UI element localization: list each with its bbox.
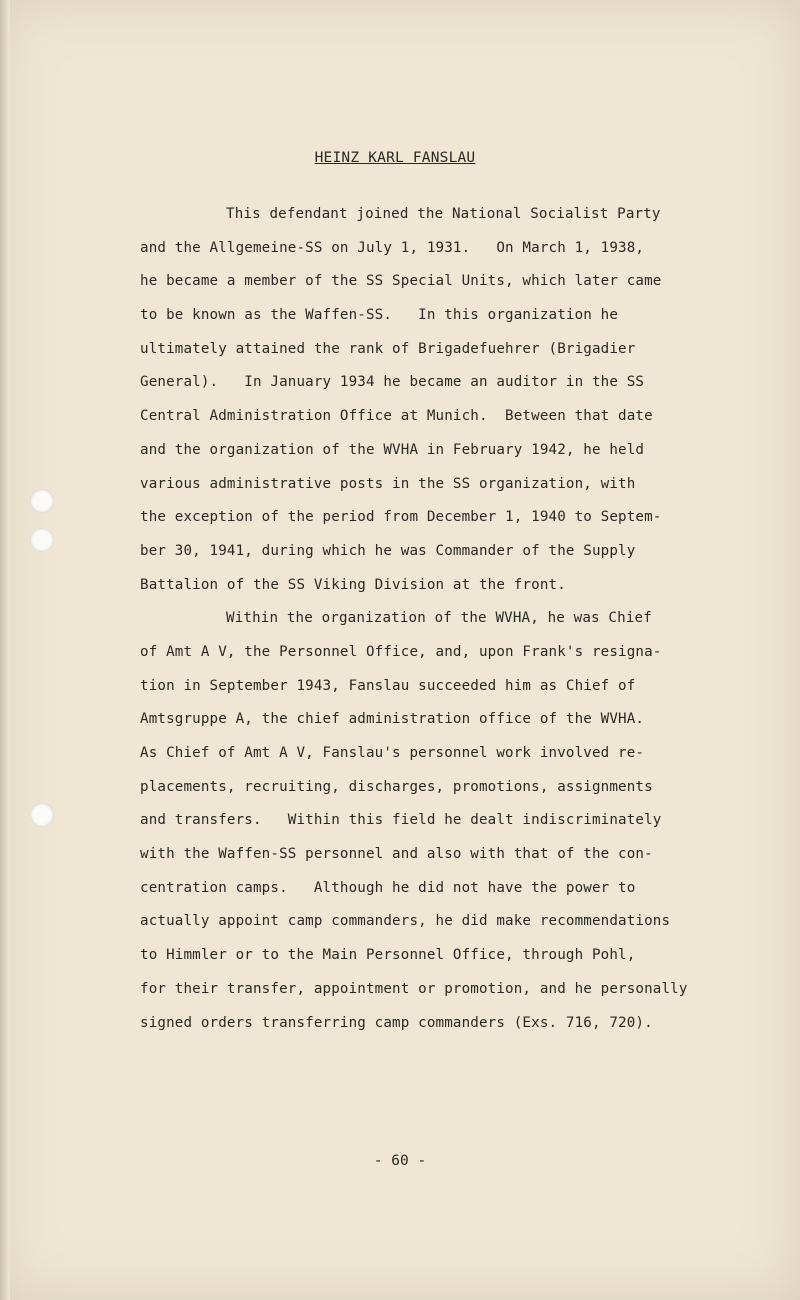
text-line: of Amt A V, the Personnel Office, and, upon Frank's resigna-	[140, 643, 662, 660]
text-line: with the Waffen-SS personnel and also with that of the con-	[140, 846, 653, 863]
document-title: HEINZ KARL FANSLAU	[314, 150, 476, 166]
page-number: - 60 -	[373, 1153, 427, 1169]
text-line: ultimately attained the rank of Brigadefuehrer (Brigadier	[140, 340, 636, 357]
text-line: to Himmler or to the Main Personnel Office, through Pohl,	[140, 947, 636, 964]
punch-hole	[30, 528, 54, 552]
text-line: tion in September 1943, Fanslau succeeded him as Chief of	[140, 677, 636, 694]
text-line: Amtsgruppe A, the chief administration office of the WVHA.	[140, 711, 645, 728]
text-line: As Chief of Amt A V, Fanslau's personnel work involved re-	[140, 745, 645, 761]
text-line: actually appoint camp commanders, he did make recommendations	[140, 913, 671, 930]
text-line: This defendant joined the National Socialist Party	[226, 206, 661, 222]
text-line: General). In January 1934 he became an auditor in the SS	[140, 374, 645, 391]
text-line: and the organization of the WVHA in February 1942, he held	[140, 441, 645, 458]
text-line: centration camps. Although he did not have the power to	[140, 879, 636, 896]
body-text	[140, 198, 688, 1040]
text-line: the exception of the period from December 1, 1940 to Septem-	[140, 509, 662, 526]
text-line: and transfers. Within this field he dealt indiscriminately	[140, 812, 662, 829]
text-line: he became a member of the SS Special Units, which later came	[140, 273, 662, 290]
text-line: various administrative posts in the SS organization, with	[140, 475, 636, 492]
punch-hole	[30, 489, 54, 513]
text-line: for their transfer, appointment or promotion, and he personally	[140, 980, 688, 997]
text-line: Within the organization of the WVHA, he was Chief	[226, 610, 652, 627]
page-edge	[0, 0, 10, 1300]
text-line: signed orders transferring camp commanders (Exs. 716, 720).	[140, 1014, 653, 1031]
text-line: placements, recruiting, discharges, promotions, assignments	[140, 778, 653, 795]
text-line: Battalion of the SS Viking Division at the front.	[140, 576, 566, 593]
text-line: Central Administration Office at Munich. Between that date	[140, 408, 653, 425]
text-line: to be known as the Waffen-SS. In this organization he	[140, 307, 619, 324]
punch-hole	[30, 803, 54, 827]
text-line: and the Allgemeine-SS on July 1, 1931. On March 1, 1938,	[140, 239, 645, 256]
text-line: ber 30, 1941, during which he was Commander of the Supply	[140, 542, 636, 559]
